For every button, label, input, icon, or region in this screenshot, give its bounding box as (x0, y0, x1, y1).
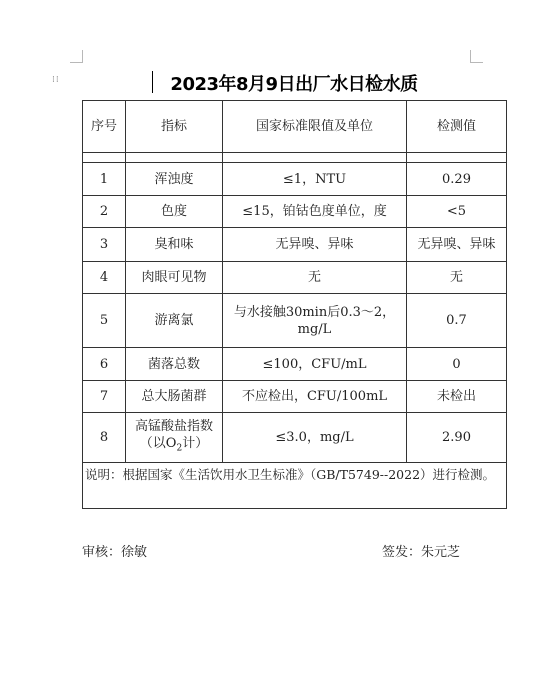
table-row (83, 348, 507, 381)
row-no: 2 (83, 196, 126, 228)
row-value: 0.7 (407, 294, 507, 348)
header-indicator: 指标 (126, 101, 223, 153)
row-no: 1 (83, 163, 126, 196)
row-value: 未检出 (407, 381, 507, 413)
row-standard: 不应检出，CFU/100mL (223, 381, 407, 413)
header-standard: 国家标准限值及单位 (223, 101, 407, 153)
water-quality-table (82, 100, 507, 509)
row-no: 6 (83, 348, 126, 381)
page-corner-mark-right (470, 50, 483, 63)
row-no: 7 (83, 381, 126, 413)
indicator-line2-subscript: 2 (176, 443, 183, 454)
row-no: 3 (83, 228, 126, 262)
table-row (83, 196, 507, 228)
table-row (83, 413, 507, 463)
row-indicator: 菌落总数 (126, 348, 223, 381)
row-standard: ≤100，CFU/mL (223, 348, 407, 381)
row-no: 5 (83, 294, 126, 348)
row-standard: ≤15，铂钴色度单位，度 (223, 196, 407, 228)
indicator-line1: 高锰酸盐指数 (134, 418, 213, 434)
row-indicator: 臭和味 (126, 228, 223, 262)
row-value: 0.29 (407, 163, 507, 196)
page-corner-mark-left (70, 50, 83, 63)
row-standard: ≤1，NTU (223, 163, 407, 196)
header-no: 序号 (83, 101, 126, 153)
table-note-row (83, 463, 507, 509)
row-indicator: 色度 (126, 196, 223, 228)
row-indicator: 游离氯 (126, 294, 223, 348)
text-cursor (152, 71, 153, 93)
row-no: 4 (83, 262, 126, 294)
row-indicator: 肉眼可见物 (126, 262, 223, 294)
issuer-signature: 签发：朱元芝 (382, 545, 461, 560)
row-standard: ≤3.0，mg/L (223, 413, 407, 463)
standard-line1: 与水接触30min后0.3～2， (233, 304, 396, 320)
indicator-line2-suffix: 计） (182, 435, 209, 451)
row-standard: 无 (223, 262, 407, 294)
table-note: 说明：根据国家《生活饮用水卫生标准》（GB/T5749--2022）进行检测。 (83, 463, 507, 509)
table-row (83, 381, 507, 413)
row-indicator: 总大肠菌群 (126, 381, 223, 413)
table-row (83, 228, 507, 262)
header-value: 检测值 (407, 101, 507, 153)
table-spacer-row (83, 153, 507, 163)
row-value: 无 (407, 262, 507, 294)
standard-line2: mg/L (297, 321, 332, 337)
table-header-row (83, 101, 507, 153)
row-indicator: 浑浊度 (126, 163, 223, 196)
row-standard: 无异嗅、异味 (223, 228, 407, 262)
reviewer-signature: 审核：徐敏 (82, 545, 148, 560)
row-indicator (126, 413, 223, 463)
row-standard (223, 294, 407, 348)
row-no: 8 (83, 413, 126, 463)
row-value: 0 (407, 348, 507, 381)
row-value: <5 (407, 196, 507, 228)
row-value: 2.90 (407, 413, 507, 463)
table-row (83, 163, 507, 196)
table-row (83, 294, 507, 348)
table-row (83, 262, 507, 294)
row-value: 无异嗅、异味 (407, 228, 507, 262)
document-title: 2023年8月9日出厂水日检水质 (170, 74, 418, 95)
drag-handle-icon[interactable]: ⁞⁞ (52, 75, 60, 85)
indicator-line2-prefix: （以O (139, 435, 177, 451)
